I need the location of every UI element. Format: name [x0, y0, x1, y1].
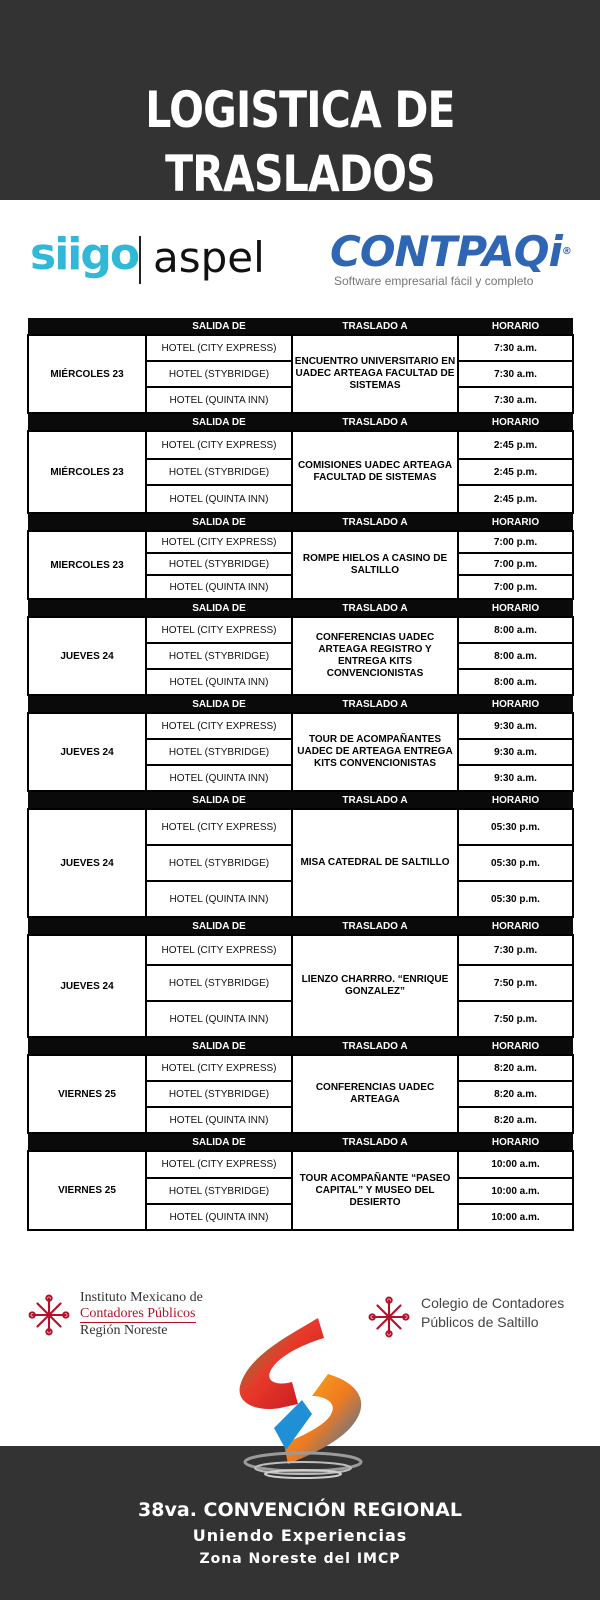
column-header-traslado: TRASLADO A — [292, 917, 458, 935]
departure-time: 9:30 a.m. — [458, 713, 573, 739]
column-header-traslado: TRASLADO A — [292, 791, 458, 809]
table-row — [28, 1055, 573, 1081]
convention-slogan: Uniendo Experiencias — [192, 1526, 408, 1545]
departure-hotel: HOTEL (QUINTA INN) — [146, 387, 292, 413]
column-header-salida: SALIDA DE — [146, 513, 292, 531]
table-header-row — [28, 413, 573, 431]
departure-time: 9:30 a.m. — [458, 765, 573, 791]
column-header-traslado: TRASLADO A — [292, 1133, 458, 1151]
transfer-destination: ROMPE HIELOS A CASINO DE SALTILLO — [292, 531, 458, 599]
convention-emblem-icon — [228, 1316, 378, 1488]
trip-day: JUEVES 24 — [28, 809, 146, 917]
column-header-salida: SALIDA DE — [146, 791, 292, 809]
departure-time: 2:45 p.m. — [458, 431, 573, 459]
departure-time: 10:00 a.m. — [458, 1204, 573, 1230]
column-header-salida: SALIDA DE — [146, 695, 292, 713]
departure-hotel: HOTEL (QUINTA INN) — [146, 881, 292, 917]
table-header-row — [28, 318, 573, 335]
departure-time: 10:00 a.m. — [458, 1178, 573, 1204]
transfer-destination: CONFERENCIAS UADEC ARTEAGA — [292, 1055, 458, 1133]
header-blank-cell — [28, 1037, 146, 1055]
departure-hotel: HOTEL (QUINTA INN) — [146, 1204, 292, 1230]
transfer-destination: LIENZO CHARRRO. “ENRIQUE GONZALEZ” — [292, 935, 458, 1037]
table-header-row — [28, 1133, 573, 1151]
contpaqi-tagline: Software empresarial fácil y completo — [334, 274, 534, 288]
column-header-salida: SALIDA DE — [146, 413, 292, 431]
departure-hotel: HOTEL (CITY EXPRESS) — [146, 1055, 292, 1081]
departure-hotel: HOTEL (CITY EXPRESS) — [146, 713, 292, 739]
table-header-row — [28, 917, 573, 935]
trip-day: VIERNES 25 — [28, 1151, 146, 1230]
column-header-horario: HORARIO — [458, 513, 573, 531]
table-row — [28, 1151, 573, 1178]
departure-hotel: HOTEL (CITY EXPRESS) — [146, 431, 292, 459]
departure-hotel: HOTEL (STYBRIDGE) — [146, 459, 292, 485]
departure-time: 7:30 a.m. — [458, 361, 573, 387]
departure-time: 8:00 a.m. — [458, 669, 573, 695]
column-header-traslado: TRASLADO A — [292, 1037, 458, 1055]
column-header-salida: SALIDA DE — [146, 1133, 292, 1151]
trip-day: MIERCOLES 23 — [28, 531, 146, 599]
column-header-horario: HORARIO — [458, 413, 573, 431]
trip-day: JUEVES 24 — [28, 617, 146, 695]
contpaqi-logo — [330, 226, 571, 278]
imcp-line-3: Región Noreste — [80, 1323, 168, 1338]
siigo-logo: siigo — [30, 229, 139, 280]
imcp-line-1: Instituto Mexicano de — [80, 1290, 203, 1305]
departure-time: 7:50 p.m. — [458, 1001, 573, 1037]
departure-hotel: HOTEL (STYBRIDGE) — [146, 845, 292, 881]
transfer-destination: ENCUENTRO UNIVERSITARIO EN UADEC ARTEAGA FACULTAD DE SISTEMAS — [292, 335, 458, 413]
departure-hotel: HOTEL (STYBRIDGE) — [146, 739, 292, 765]
departure-time: 7:30 p.m. — [458, 935, 573, 965]
departure-time: 05:30 p.m. — [458, 809, 573, 845]
header-blank-cell — [28, 917, 146, 935]
header-blank-cell — [28, 413, 146, 431]
table-row — [28, 531, 573, 553]
imcp-line-2: Contadores Públicos — [80, 1306, 196, 1321]
column-header-horario: HORARIO — [458, 695, 573, 713]
page-title: LOGISTICA DE TRASLADOS — [145, 81, 455, 203]
column-header-horario: HORARIO — [458, 917, 573, 935]
table-row — [28, 335, 573, 361]
departure-time: 8:20 a.m. — [458, 1055, 573, 1081]
imcp-flower-icon — [28, 1294, 70, 1336]
colegio-name — [421, 1294, 591, 1332]
table-header-row — [28, 791, 573, 809]
departure-hotel: HOTEL (STYBRIDGE) — [146, 1081, 292, 1107]
trip-day: MIÉRCOLES 23 — [28, 431, 146, 513]
transfer-destination: COMISIONES UADEC ARTEAGA FACULTAD DE SISTEMAS — [292, 431, 458, 513]
aspel-logo: aspel — [153, 233, 265, 282]
departure-hotel: HOTEL (QUINTA INN) — [146, 765, 292, 791]
trip-day: VIERNES 25 — [28, 1055, 146, 1133]
transfer-destination: CONFERENCIAS UADEC ARTEAGA REGISTRO Y ENTREGA KITS CONVENCIONISTAS — [292, 617, 458, 695]
trip-day: JUEVES 24 — [28, 713, 146, 791]
departure-time: 8:00 a.m. — [458, 643, 573, 669]
departure-hotel: HOTEL (CITY EXPRESS) — [146, 617, 292, 643]
table-row — [28, 617, 573, 643]
column-header-horario: HORARIO — [458, 791, 573, 809]
departure-time: 7:00 p.m. — [458, 531, 573, 553]
departure-hotel: HOTEL (STYBRIDGE) — [146, 1178, 292, 1204]
header-blank-cell — [28, 318, 146, 335]
colegio-line-1: Colegio de Contadores — [421, 1295, 565, 1311]
logo-divider — [139, 236, 141, 284]
departure-time: 7:50 p.m. — [458, 965, 573, 1001]
departure-hotel: HOTEL (STYBRIDGE) — [146, 643, 292, 669]
column-header-traslado: TRASLADO A — [292, 599, 458, 617]
departure-time: 7:00 p.m. — [458, 553, 573, 575]
departure-time: 9:30 a.m. — [458, 739, 573, 765]
departure-hotel: HOTEL (CITY EXPRESS) — [146, 809, 292, 845]
header-blank-cell — [28, 695, 146, 713]
column-header-horario: HORARIO — [458, 599, 573, 617]
column-header-salida: SALIDA DE — [146, 1037, 292, 1055]
table-header-row — [28, 695, 573, 713]
contpaqi-logo-text: CONTPAQi — [330, 227, 562, 276]
departure-time: 7:00 p.m. — [458, 575, 573, 599]
header-blank-cell — [28, 599, 146, 617]
table-header-row — [28, 513, 573, 531]
departure-hotel: HOTEL (QUINTA INN) — [146, 1107, 292, 1133]
column-header-traslado: TRASLADO A — [292, 318, 458, 335]
table-header-row — [28, 1037, 573, 1055]
column-header-horario: HORARIO — [458, 318, 573, 335]
departure-hotel: HOTEL (STYBRIDGE) — [146, 361, 292, 387]
departure-hotel: HOTEL (QUINTA INN) — [146, 485, 292, 513]
departure-hotel: HOTEL (CITY EXPRESS) — [146, 1151, 292, 1178]
contpaqi-registered-mark: ® — [561, 246, 571, 257]
table-header-row — [28, 599, 573, 617]
convention-zone: Zona Noreste del IMCP — [199, 1551, 401, 1567]
departure-hotel: HOTEL (CITY EXPRESS) — [146, 531, 292, 553]
column-header-horario: HORARIO — [458, 1037, 573, 1055]
column-header-salida: SALIDA DE — [146, 917, 292, 935]
departure-time: 8:20 a.m. — [458, 1107, 573, 1133]
column-header-horario: HORARIO — [458, 1133, 573, 1151]
header-blank-cell — [28, 791, 146, 809]
transfer-schedule-table — [27, 318, 574, 1231]
departure-hotel: HOTEL (QUINTA INN) — [146, 1001, 292, 1037]
departure-time: 7:30 a.m. — [458, 335, 573, 361]
departure-time: 8:20 a.m. — [458, 1081, 573, 1107]
departure-time: 7:30 a.m. — [458, 387, 573, 413]
transfer-destination: TOUR ACOMPAÑANTE “PASEO CAPITAL” Y MUSEO DEL DESIERTO — [292, 1151, 458, 1230]
table-row — [28, 809, 573, 845]
table-row — [28, 935, 573, 965]
departure-hotel: HOTEL (QUINTA INN) — [146, 669, 292, 695]
column-header-traslado: TRASLADO A — [292, 695, 458, 713]
departure-hotel: HOTEL (STYBRIDGE) — [146, 965, 292, 1001]
departure-time: 10:00 a.m. — [458, 1151, 573, 1178]
table-row — [28, 431, 573, 459]
departure-time: 2:45 p.m. — [458, 485, 573, 513]
departure-hotel: HOTEL (QUINTA INN) — [146, 575, 292, 599]
departure-time: 2:45 p.m. — [458, 459, 573, 485]
column-header-traslado: TRASLADO A — [292, 413, 458, 431]
departure-time: 05:30 p.m. — [458, 881, 573, 917]
departure-hotel: HOTEL (STYBRIDGE) — [146, 553, 292, 575]
header-banner — [0, 0, 600, 203]
transfer-destination: MISA CATEDRAL DE SALTILLO — [292, 809, 458, 917]
departure-hotel: HOTEL (CITY EXPRESS) — [146, 935, 292, 965]
convention-title: 38va. CONVENCIÓN REGIONAL — [138, 1499, 462, 1521]
colegio-line-2: Públicos de Saltillo — [421, 1314, 539, 1330]
trip-day: JUEVES 24 — [28, 935, 146, 1037]
trip-day: MIÉRCOLES 23 — [28, 335, 146, 413]
departure-hotel: HOTEL (CITY EXPRESS) — [146, 335, 292, 361]
column-header-traslado: TRASLADO A — [292, 513, 458, 531]
transfer-destination: TOUR DE ACOMPAÑANTES UADEC DE ARTEAGA ENTREGA KITS CONVENCIONISTAS — [292, 713, 458, 791]
header-blank-cell — [28, 1133, 146, 1151]
departure-time: 05:30 p.m. — [458, 845, 573, 881]
table-row — [28, 713, 573, 739]
header-blank-cell — [28, 513, 146, 531]
column-header-salida: SALIDA DE — [146, 318, 292, 335]
column-header-salida: SALIDA DE — [146, 599, 292, 617]
departure-time: 8:00 a.m. — [458, 617, 573, 643]
